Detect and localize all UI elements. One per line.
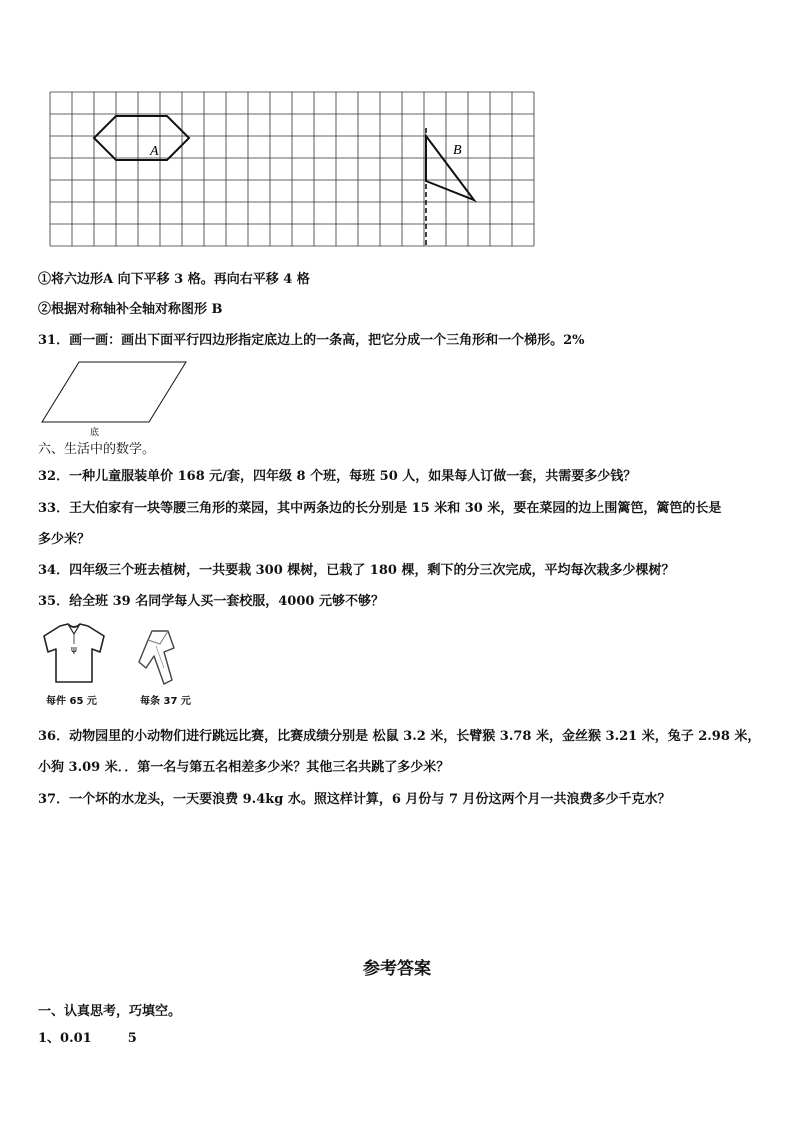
q35-text: 35．给全班 39 名同学每人买一套校服，4000 元够不够？ <box>38 594 384 609</box>
hexagon-a-label: A <box>150 144 159 159</box>
hexagon-a <box>94 116 189 160</box>
q33-line1: 33．王大伯家有一块等腰三角形的菜园，其中两条边的长分别是 15 米和 30 米，要在菜园的边上围篱笆，篱笆的长是 <box>38 501 722 516</box>
parallelogram <box>42 362 186 422</box>
q31-text: 31．画一画：画出下面平行四边形指定底边上的一条高，把它分成一个三角形和一个梯形。2% <box>38 333 585 348</box>
figure-b-half <box>426 136 474 200</box>
answer-1-number: 1、0.01 <box>38 1031 92 1046</box>
base-label: 底 <box>90 428 100 438</box>
answers-title: 参考答案 <box>363 959 431 979</box>
pants-icon <box>139 631 174 684</box>
grid-figure <box>46 88 552 250</box>
q34-text: 34．四年级三个班去植树，一共要栽 300 棵树，已栽了 180 棵，剩下的分三次完成，平均每次栽多少棵树？ <box>38 563 675 578</box>
answer-1-value: 5 <box>127 1031 137 1046</box>
q33-line2: 多少米？ <box>38 532 91 547</box>
shirt-price: 每件 65 元 <box>46 696 97 707</box>
answers-section1: 一、认真思考，巧填空。 <box>38 1004 182 1019</box>
parallelogram-figure <box>38 360 198 438</box>
svg-text:ψ: ψ <box>71 645 77 655</box>
q32-text: 32．一种儿童服装单价 168 元/套，四年级 8 个班，每班 50 人，如果每人订做一套，共需要多少钱？ <box>38 469 637 484</box>
shirt-illustration <box>38 622 110 686</box>
figure-b-label: B <box>453 143 462 158</box>
pants-illustration <box>134 628 182 686</box>
q30-item1: ①将六边形A 向下平移 3 格。再向右平移 4 格 <box>38 272 310 287</box>
pants-price: 每条 37 元 <box>140 696 191 707</box>
section6-heading: 六、生活中的数学。 <box>38 442 156 457</box>
answer-1 <box>38 1030 137 1048</box>
q36-line1: 36．动物园里的小动物们进行跳远比赛，比赛成绩分别是 松鼠 3.2 米，长臂猴 3.78 米，金丝猴 3.21 米，兔子 2.98 米， <box>38 729 761 744</box>
q36-line2: 小狗 3.09 米．．第一名与第五名相差多少米？其他三名共跳了多少米？ <box>38 760 450 775</box>
q37-text: 37．一个坏的水龙头，一天要浪费 9.4kg 水。照这样计算，6 月份与 7 月份这两个月一共浪费多少千克水？ <box>38 792 671 807</box>
q30-item2: ②根据对称轴补全轴对称图形 B <box>38 302 223 317</box>
